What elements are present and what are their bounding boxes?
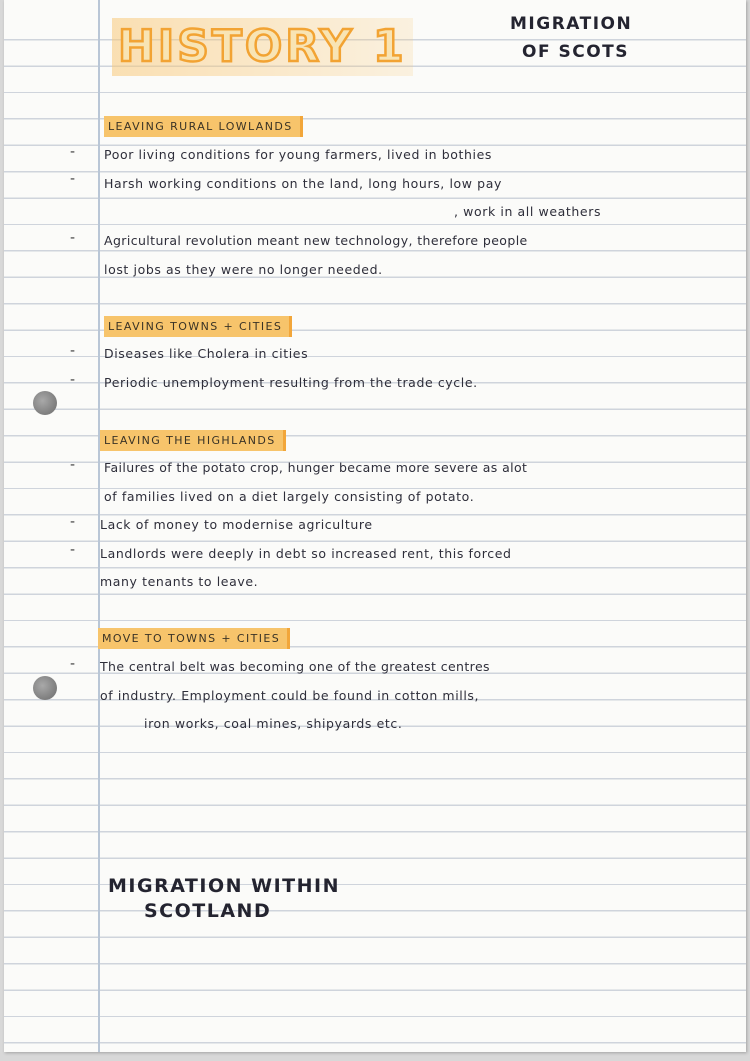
- subtitle-line-1: MIGRATION: [510, 14, 633, 34]
- bullet-dash: -: [70, 343, 76, 359]
- note-line: Periodic unemployment resulting from the trade cycle.: [104, 375, 478, 390]
- note-line: Lack of money to modernise agriculture: [100, 517, 373, 532]
- bullet-dash: -: [70, 457, 76, 473]
- subtitle-line-2: OF SCOTS: [522, 42, 629, 62]
- notebook-page: [4, 0, 746, 1052]
- note-line: , work in all weathers: [454, 204, 602, 219]
- note-line: Landlords were deeply in debt so increased rent, this forced: [100, 546, 512, 561]
- punch-hole: [33, 391, 57, 415]
- section-heading-move-to-towns: MOVE TO TOWNS + CITIES: [98, 628, 290, 649]
- note-line: lost jobs as they were no longer needed.: [104, 262, 383, 277]
- note-line: Diseases like Cholera in cities: [104, 346, 309, 361]
- note-line: of families lived on a diet largely consisting of potato.: [104, 489, 475, 504]
- page-title: HISTORY 1: [112, 18, 413, 76]
- note-line: of industry. Employment could be found in cotton mills,: [100, 688, 480, 703]
- bullet-dash: -: [70, 230, 76, 246]
- bullet-dash: -: [70, 144, 76, 160]
- section-heading-highlands: LEAVING THE HIGHLANDS: [100, 430, 286, 451]
- note-line: Agricultural revolution meant new technology, therefore people: [104, 233, 528, 248]
- note-line: iron works, coal mines, shipyards etc.: [144, 716, 403, 731]
- bullet-dash: -: [70, 656, 76, 672]
- note-line: Failures of the potato crop, hunger became more severe as alot: [104, 460, 528, 475]
- bullet-dash: -: [70, 171, 76, 187]
- note-line: many tenants to leave.: [100, 574, 259, 589]
- bullet-dash: -: [70, 514, 76, 530]
- bullet-dash: -: [70, 372, 76, 388]
- punch-hole: [33, 676, 57, 700]
- section-heading-towns-cities: LEAVING TOWNS + CITIES: [104, 316, 292, 337]
- footer-title-line-2: SCOTLAND: [144, 900, 272, 922]
- note-line: Poor living conditions for young farmers, lived in bothies: [104, 147, 493, 162]
- note-line: Harsh working conditions on the land, long hours, low pay: [104, 176, 502, 191]
- bullet-dash: -: [70, 542, 76, 558]
- note-line: The central belt was becoming one of the greatest centres: [100, 659, 490, 674]
- footer-title-line-1: MIGRATION WITHIN: [108, 875, 340, 897]
- section-heading-rural-lowlands: LEAVING RURAL LOWLANDS: [104, 116, 303, 137]
